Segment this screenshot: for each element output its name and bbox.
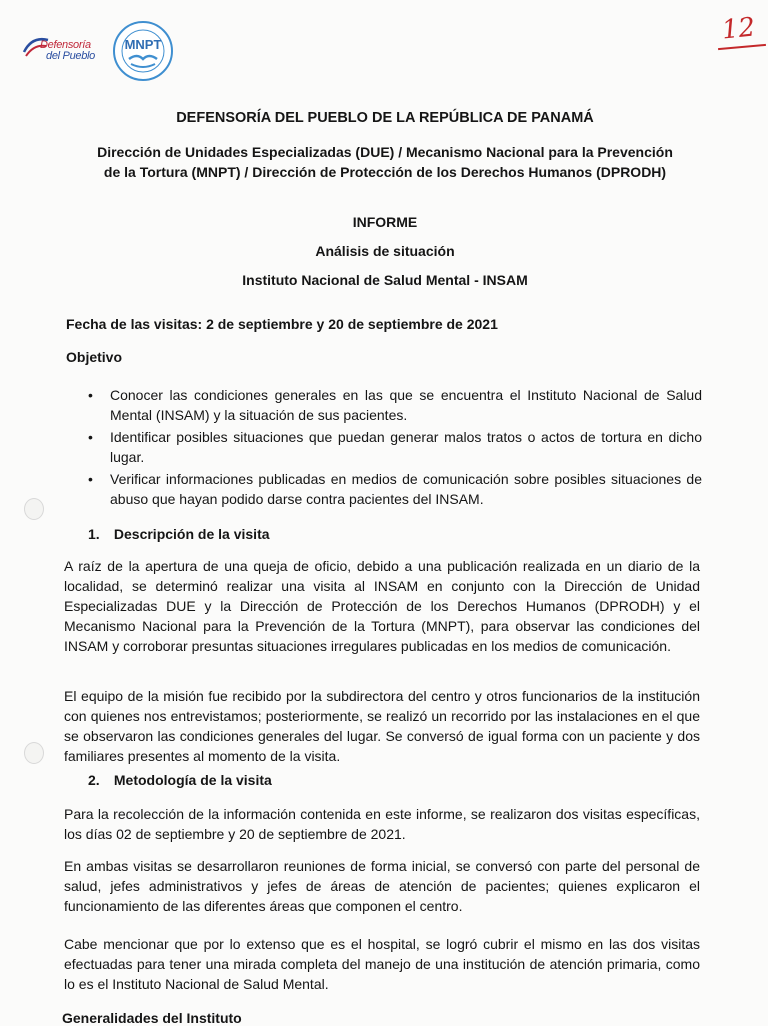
- subtitle-line-2: de la Tortura (MNPT) / Dirección de Protección de los Derechos Humanos (DPRODH): [103, 164, 667, 180]
- section-2-title: Metodología de la visita: [113, 772, 272, 788]
- section-2-paragraph-3: Cabe mencionar que por lo extenso que es el hospital, se logró cubrir el mismo en las dos visitas efectuadas para tener una mirada completa del manejo de una institución de atención primaria, como lo es el Instituto Nacional de Salud Mental.: [64, 936, 700, 992]
- mnpt-logo-text: MNPT: [124, 37, 162, 52]
- document-title: DEFENSORÍA DEL PUEBLO DE LA REPÚBLICA DE PANAMÁ: [176, 110, 594, 126]
- institution-heading: Instituto Nacional de Salud Mental - INSAM: [242, 272, 528, 288]
- section-2-number: 2.: [88, 772, 100, 788]
- objetivo-item: • Verificar informaciones publicadas en medios de comunicación sobre posibles situaciones de abuso que hayan podido darse contra pacientes del INSAM.: [86, 469, 702, 509]
- mnpt-logo: [109, 19, 177, 83]
- punch-hole: [24, 498, 44, 520]
- section-2-heading: [88, 772, 272, 788]
- section-1-paragraph-1: A raíz de la apertura de una queja de oficio, debido a una publicación realizada en un diario de la localidad, se determinó realizar una visita al INSAM en conjunto con la Dirección de Unidad Especializadas DUE y la Dirección de Protección de los Derechos Humanos (DPRODH) y el Mecanismo Nacional para la Prevención de la Tortura (MNPT), para observar las condiciones del INSAM y corroborar presuntas situaciones irregulares publicadas en los medios de comunicación.: [64, 558, 700, 654]
- analisis-heading: Análisis de situación: [315, 243, 455, 259]
- section-1-paragraph-2: El equipo de la misión fue recibido por la subdirectora del centro y otros funcionarios de la institución con quienes nos entrevistamos; posteriormente, se realizó un recorrido por las instalaciones en el que se observaron las condiciones generales del lugar. Se conversó de igual forma con un paciente y dos familiares presentes al momento de la visita.: [64, 688, 700, 764]
- handwritten-page-number: 12: [720, 12, 757, 46]
- visit-dates: Fecha de las visitas: 2 de septiembre y 20 de septiembre de 2021: [66, 316, 498, 332]
- generalidades-heading: Generalidades del Instituto: [62, 1010, 242, 1026]
- objetivo-list: [86, 385, 702, 511]
- defensoria-logo-line2: del Pueblo: [46, 50, 95, 62]
- objetivo-heading: Objetivo: [66, 349, 123, 365]
- document-subtitle: [40, 142, 730, 182]
- mnpt-emblem-icon: [109, 19, 177, 83]
- defensoria-logo-line1: Defensoría: [40, 39, 91, 51]
- section-2-paragraph-2: En ambas visitas se desarrollaron reuniones de forma inicial, se conversó con parte del personal de salud, jefes administrativos y jefes de áreas de atención de pacientes; quienes explicaron el funcionamiento de las diferentes áreas que componen el centro.: [64, 858, 700, 914]
- section-1-number: 1.: [88, 526, 100, 542]
- subtitle-line-1: Dirección de Unidades Especializadas (DUE) / Mecanismo Nacional para la Prevención: [97, 144, 673, 160]
- section-1-heading: [88, 526, 270, 542]
- objetivo-item: • Identificar posibles situaciones que puedan generar malos tratos o actos de tortura en dicho lugar.: [86, 427, 702, 467]
- defensoria-logo: [22, 30, 100, 70]
- section-2-paragraph-1: Para la recolección de la información contenida en este informe, se realizaron dos visitas específicas, los días 02 de septiembre y 20 de septiembre de 2021.: [64, 806, 700, 842]
- objetivo-item: • Conocer las condiciones generales en las que se encuentra el Instituto Nacional de Salud Mental (INSAM) y la situación de sus pacientes.: [86, 385, 702, 425]
- section-1-title: Descripción de la visita: [113, 526, 270, 542]
- informe-heading: INFORME: [352, 214, 418, 230]
- punch-hole: [24, 742, 44, 764]
